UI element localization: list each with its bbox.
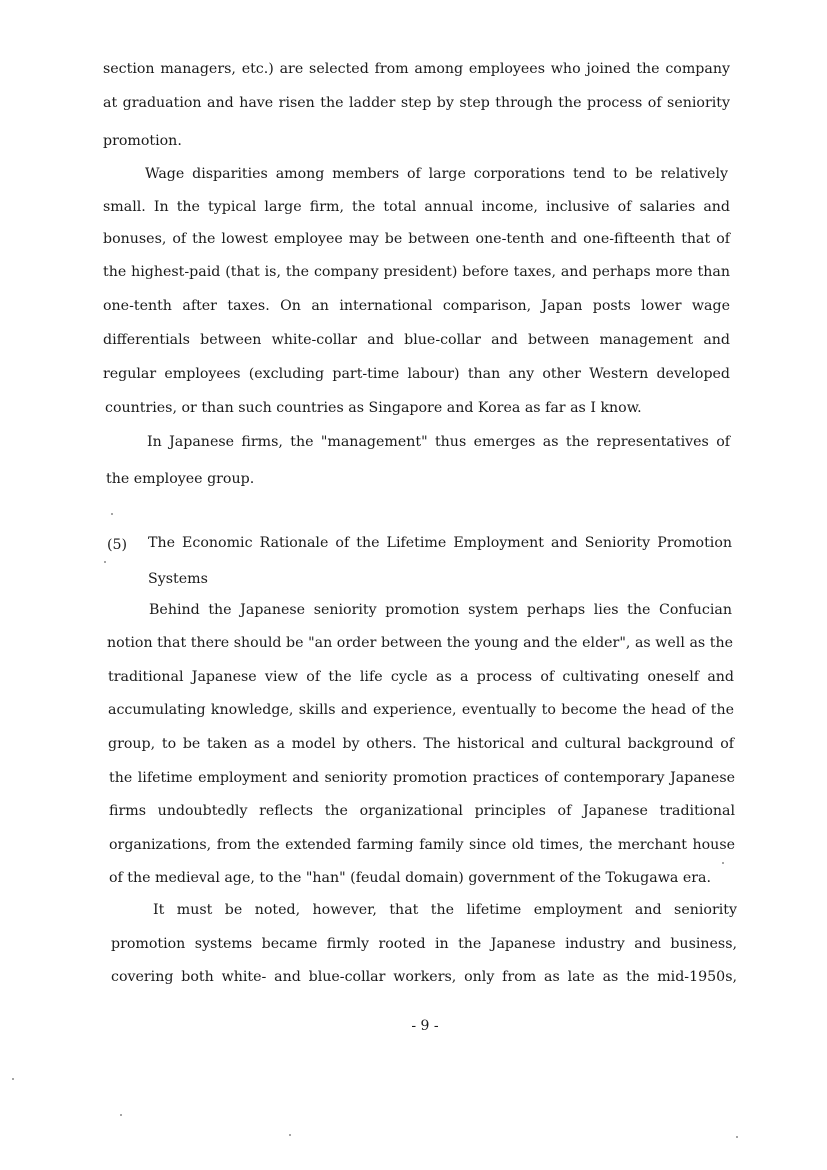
text-line: the lifetime employment and seniority promotion practices of contemporary Japanese (109, 770, 735, 786)
scan-speck (120, 1114, 122, 1116)
text-line: firms undoubtedly reflects the organizational principles of Japanese traditional (109, 803, 735, 819)
text-line: differentials between white-collar and blue-collar and between management and (103, 332, 730, 348)
scan-speck (722, 862, 724, 864)
text-line: the highest-paid (that is, the company president) before taxes, and perhaps more than (103, 264, 730, 280)
text-line: traditional Japanese view of the life cycle as a process of cultivating oneself and (108, 669, 734, 685)
text-line: one-tenth after taxes. On an international comparison, Japan posts lower wage (103, 298, 730, 314)
page-number: - 9 - (411, 1018, 439, 1034)
text-line: at graduation and have risen the ladder step by step through the process of seniority (103, 95, 730, 111)
scan-speck (736, 1136, 738, 1138)
text-line: Wage disparities among members of large corporations tend to be relatively (145, 166, 728, 182)
scan-speck (104, 561, 106, 563)
section-number: (5) (107, 537, 128, 553)
text-line: organizations, from the extended farming family since old times, the merchant house (109, 837, 735, 853)
text-line: regular employees (excluding part-time labour) than any other Western developed (103, 366, 730, 382)
text-line: accumulating knowledge, skills and experience, eventually to become the head of the (108, 702, 734, 718)
text-line: countries, or than such countries as Singapore and Korea as far as I know. (105, 400, 642, 416)
text-line: It must be noted, however, that the lifetime employment and seniority (153, 902, 737, 918)
section-title: The Economic Rationale of the Lifetime Employment and Seniority Promotion (148, 535, 732, 551)
text-line: notion that there should be "an order between the young and the elder", as well as the (107, 635, 733, 651)
text-line: section managers, etc.) are selected from among employees who joined the company (103, 61, 730, 77)
section-title-continued: Systems (148, 571, 208, 587)
text-line: In Japanese firms, the "management" thus emerges as the representatives of (147, 434, 730, 450)
text-line: promotion. (103, 133, 182, 149)
scan-speck (289, 1134, 291, 1136)
scan-speck (111, 513, 113, 515)
text-line: small. In the typical large firm, the total annual income, inclusive of salaries and (103, 199, 730, 215)
text-line: promotion systems became firmly rooted in the Japanese industry and business, (111, 936, 737, 952)
text-line: group, to be taken as a model by others. The historical and cultural background of (108, 736, 734, 752)
scan-speck (12, 1078, 14, 1080)
text-line: of the medieval age, to the "han" (feudal domain) government of the Tokugawa era. (109, 870, 711, 886)
text-line: bonuses, of the lowest employee may be between one-tenth and one-fifteenth that of (103, 231, 730, 247)
text-line: Behind the Japanese seniority promotion system perhaps lies the Confucian (149, 602, 732, 618)
text-line: covering both white- and blue-collar workers, only from as late as the mid-1950s, (111, 969, 737, 985)
text-line: the employee group. (106, 471, 255, 487)
